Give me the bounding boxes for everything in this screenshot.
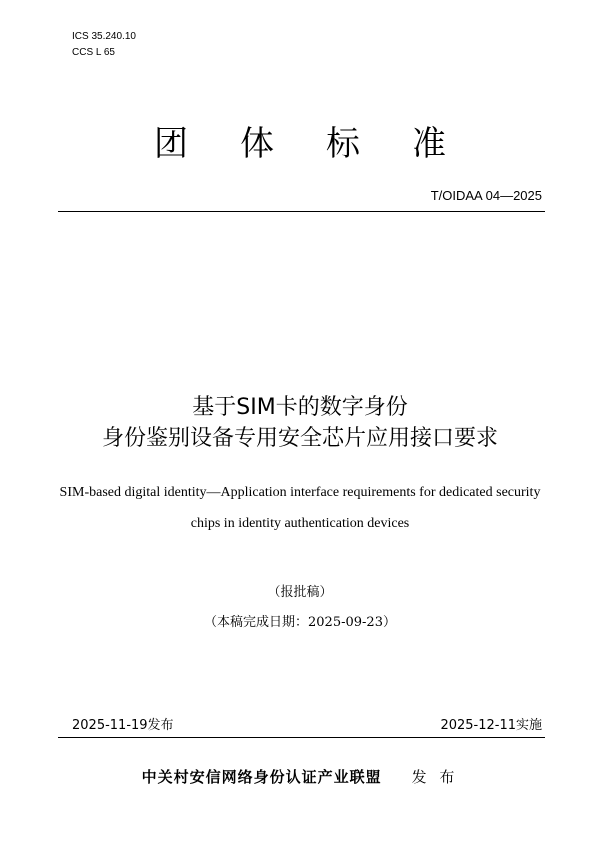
standard-number: T/OIDAA 04—2025 xyxy=(430,188,542,203)
title-cn-line2: 身份鉴别设备专用安全芯片应用接口要求 xyxy=(101,426,498,451)
publish-label: 发 布 xyxy=(411,768,459,786)
standard-type-char: 准 xyxy=(412,124,446,164)
standard-type-char: 体 xyxy=(240,124,274,164)
title-en-line1: SIM-based digital identity—Application interface requirements for dedicated security xyxy=(59,485,541,500)
title-en-line2: chips in identity authentication devices xyxy=(190,516,410,531)
draft-completion-date: （本稿完成日期：2025-09-23） xyxy=(204,615,396,630)
ics-code: ICS 35.240.10 xyxy=(72,31,136,42)
publisher-row xyxy=(0,766,600,788)
standard-type-char: 团 xyxy=(154,124,188,164)
publish-date: 2025-11-19发布 xyxy=(72,718,174,733)
title-cn-line1: 基于SIM卡的数字身份 xyxy=(192,395,408,420)
standard-type-char: 标 xyxy=(326,124,360,164)
top-divider xyxy=(58,211,545,212)
implement-date: 2025-12-11实施 xyxy=(440,718,542,733)
publisher-name: 中关村安信网络身份认证产业联盟 xyxy=(141,768,382,786)
standard-type-heading xyxy=(0,120,600,168)
draft-status: （报批稿） xyxy=(267,585,333,600)
bottom-divider xyxy=(58,737,545,738)
ccs-code: CCS L 65 xyxy=(72,47,115,58)
